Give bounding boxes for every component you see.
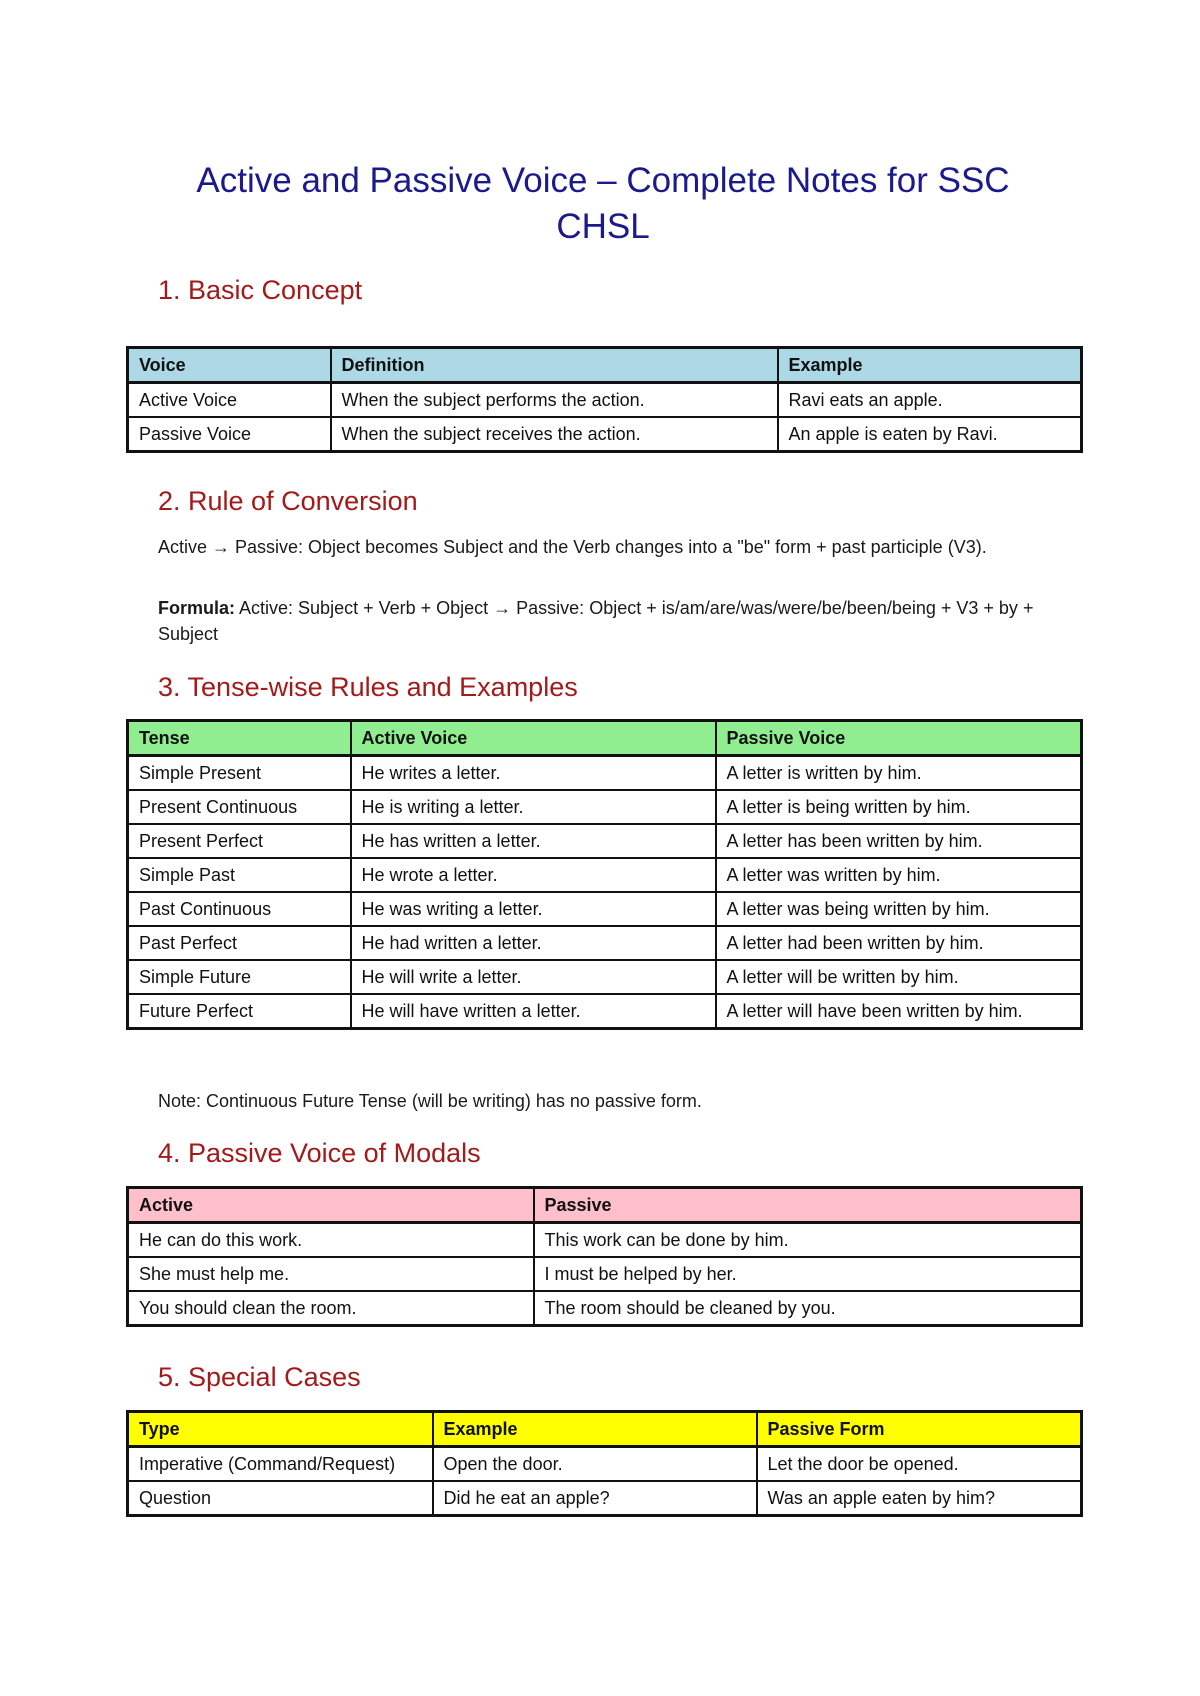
table-cell: Past Perfect xyxy=(128,926,351,960)
modals-table xyxy=(126,1186,1083,1327)
table-cell: A letter had been written by him. xyxy=(716,926,1082,960)
table-row xyxy=(128,790,1082,824)
column-header: Passive xyxy=(534,1188,1082,1223)
column-header: Active Voice xyxy=(351,721,716,756)
table-row xyxy=(128,824,1082,858)
table-header-row xyxy=(128,348,1082,383)
table-row xyxy=(128,1291,1082,1326)
table-cell: A letter has been written by him. xyxy=(716,824,1082,858)
table-cell: This work can be done by him. xyxy=(534,1223,1082,1258)
table-cell: An apple is eaten by Ravi. xyxy=(778,417,1082,452)
table-row xyxy=(128,1447,1082,1482)
column-header: Example xyxy=(433,1412,757,1447)
table-cell: He will write a letter. xyxy=(351,960,716,994)
table-header-row xyxy=(128,1188,1082,1223)
table-cell: Simple Past xyxy=(128,858,351,892)
table-cell: Question xyxy=(128,1481,433,1516)
table-cell: Was an apple eaten by him? xyxy=(757,1481,1082,1516)
table-header-row xyxy=(128,1412,1082,1447)
column-header: Passive Form xyxy=(757,1412,1082,1447)
table-cell: Past Continuous xyxy=(128,892,351,926)
table-cell: He will have written a letter. xyxy=(351,994,716,1029)
table-cell: He had written a letter. xyxy=(351,926,716,960)
table-cell: He has written a letter. xyxy=(351,824,716,858)
table-cell: A letter was written by him. xyxy=(716,858,1082,892)
table-cell: A letter is written by him. xyxy=(716,756,1082,791)
table-cell: Present Perfect xyxy=(128,824,351,858)
section-heading-modals: 4. Passive Voice of Modals xyxy=(158,1138,481,1168)
column-header: Type xyxy=(128,1412,433,1447)
tense-rules-table xyxy=(126,719,1083,1030)
special-cases-table xyxy=(126,1410,1083,1517)
column-header: Active xyxy=(128,1188,534,1223)
table-cell: Present Continuous xyxy=(128,790,351,824)
document-title-line-2: CHSL xyxy=(556,207,650,246)
table-row xyxy=(128,926,1082,960)
formula-text: Active: Subject + Verb + Object → Passive: Object + is/am/are/was/were/be/been/being + V3 + by + Subject xyxy=(158,598,1034,644)
table-cell: Ravi eats an apple. xyxy=(778,383,1082,418)
table-row xyxy=(128,417,1082,452)
table-cell: Future Perfect xyxy=(128,994,351,1029)
column-header: Tense xyxy=(128,721,351,756)
table-header-row xyxy=(128,721,1082,756)
section-heading-tense-rules: 3. Tense-wise Rules and Examples xyxy=(158,672,578,702)
table-cell: You should clean the room. xyxy=(128,1291,534,1326)
table-cell: He wrote a letter. xyxy=(351,858,716,892)
tense-note: Note: Continuous Future Tense (will be writing) has no passive form. xyxy=(158,1091,702,1111)
table-cell: Did he eat an apple? xyxy=(433,1481,757,1516)
column-header: Example xyxy=(778,348,1082,383)
table-row xyxy=(128,858,1082,892)
table-cell: Simple Future xyxy=(128,960,351,994)
column-header: Voice xyxy=(128,348,331,383)
table-row xyxy=(128,756,1082,791)
section-heading-rule-of-conversion: 2. Rule of Conversion xyxy=(158,486,418,516)
document-title xyxy=(126,158,1080,250)
table-cell: I must be helped by her. xyxy=(534,1257,1082,1291)
table-row xyxy=(128,1223,1082,1258)
conversion-rule-text: Active → Passive: Object becomes Subject and the Verb changes into a "be" form + past participle (V3). xyxy=(158,537,987,557)
document-title-line-1: Active and Passive Voice – Complete Notes for SSC xyxy=(196,161,1010,200)
column-header: Definition xyxy=(331,348,778,383)
table-cell: Simple Present xyxy=(128,756,351,791)
table-row xyxy=(128,892,1082,926)
table-cell: When the subject performs the action. xyxy=(331,383,778,418)
table-cell: The room should be cleaned by you. xyxy=(534,1291,1082,1326)
table-cell: He writes a letter. xyxy=(351,756,716,791)
table-cell: When the subject receives the action. xyxy=(331,417,778,452)
table-cell: Imperative (Command/Request) xyxy=(128,1447,433,1482)
table-cell: Active Voice xyxy=(128,383,331,418)
column-header: Passive Voice xyxy=(716,721,1082,756)
table-cell: A letter is being written by him. xyxy=(716,790,1082,824)
table-cell: A letter will have been written by him. xyxy=(716,994,1082,1029)
table-row xyxy=(128,1481,1082,1516)
table-cell: A letter was being written by him. xyxy=(716,892,1082,926)
table-row xyxy=(128,994,1082,1029)
section-heading-basic-concept: 1. Basic Concept xyxy=(158,275,363,305)
conversion-formula xyxy=(158,595,1058,647)
table-cell: A letter will be written by him. xyxy=(716,960,1082,994)
table-row xyxy=(128,960,1082,994)
table-row xyxy=(128,1257,1082,1291)
table-cell: He is writing a letter. xyxy=(351,790,716,824)
table-cell: Passive Voice xyxy=(128,417,331,452)
table-cell: He can do this work. xyxy=(128,1223,534,1258)
table-cell: Let the door be opened. xyxy=(757,1447,1082,1482)
basic-concept-table xyxy=(126,346,1083,453)
table-cell: She must help me. xyxy=(128,1257,534,1291)
table-row xyxy=(128,383,1082,418)
section-heading-special-cases: 5. Special Cases xyxy=(158,1362,361,1392)
table-cell: He was writing a letter. xyxy=(351,892,716,926)
formula-label: Formula: xyxy=(158,598,236,618)
table-cell: Open the door. xyxy=(433,1447,757,1482)
